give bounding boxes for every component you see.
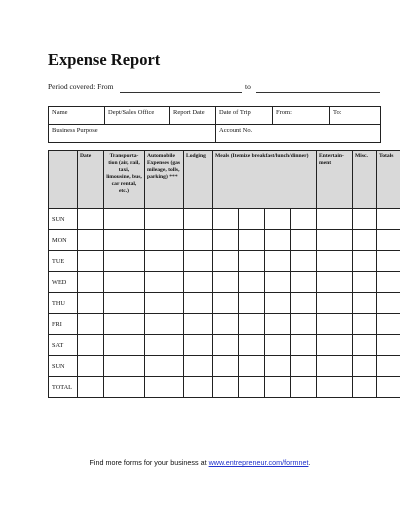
expense-cell[interactable]: [353, 314, 377, 335]
table-row: [49, 230, 400, 251]
expense-cell[interactable]: [291, 356, 317, 377]
date-of-trip-field[interactable]: [216, 107, 273, 125]
expense-cell[interactable]: [291, 209, 317, 230]
expense-cell[interactable]: [353, 293, 377, 314]
expense-cell[interactable]: [78, 209, 104, 230]
expense-cell[interactable]: [265, 377, 291, 398]
dept-label: Dept/Sales Office: [108, 109, 155, 116]
expense-cell[interactable]: [78, 314, 104, 335]
expense-cell[interactable]: [213, 230, 239, 251]
expense-cell[interactable]: [317, 230, 353, 251]
expense-cell[interactable]: [239, 251, 265, 272]
row-label: SUN: [49, 209, 78, 230]
footer: [0, 458, 400, 467]
expense-cell[interactable]: [184, 314, 213, 335]
expense-cell[interactable]: [104, 251, 145, 272]
expense-cell[interactable]: [104, 377, 145, 398]
expense-cell[interactable]: [265, 356, 291, 377]
table-row: [49, 293, 400, 314]
period-from-field[interactable]: [120, 92, 242, 93]
table-row: [49, 251, 400, 272]
expense-cell[interactable]: [145, 377, 184, 398]
from-field[interactable]: [273, 107, 330, 125]
row-label: SUN: [49, 356, 78, 377]
page-title: Expense Report: [48, 50, 161, 69]
totals-header: Totals: [377, 151, 400, 209]
lodging-header: Lodging: [184, 151, 213, 209]
expense-cell[interactable]: [184, 356, 213, 377]
expense-cell[interactable]: [145, 356, 184, 377]
expense-cell[interactable]: [78, 230, 104, 251]
expense-cell[interactable]: [145, 335, 184, 356]
misc-header: Misc.: [353, 151, 377, 209]
expense-cell[interactable]: [184, 209, 213, 230]
expense-cell[interactable]: [213, 251, 239, 272]
row-label: TUE: [49, 251, 78, 272]
expense-cell[interactable]: [145, 314, 184, 335]
expense-cell[interactable]: [213, 209, 239, 230]
expense-cell[interactable]: [291, 251, 317, 272]
expense-cell[interactable]: [291, 314, 317, 335]
expense-cell[interactable]: [239, 377, 265, 398]
expense-cell[interactable]: [78, 335, 104, 356]
expense-cell[interactable]: [265, 230, 291, 251]
date-header: Date: [78, 151, 104, 209]
to-label: To:: [333, 109, 342, 116]
report-date-label: Report Date: [173, 109, 205, 116]
expense-cell[interactable]: [353, 356, 377, 377]
expense-cell[interactable]: [213, 377, 239, 398]
table-header-row: [49, 151, 400, 209]
expense-cell[interactable]: [377, 377, 400, 398]
expense-cell[interactable]: [291, 335, 317, 356]
footer-suffix: .: [308, 458, 311, 467]
expense-cell[interactable]: [213, 335, 239, 356]
expense-cell[interactable]: [377, 314, 400, 335]
expense-cell[interactable]: [239, 293, 265, 314]
entrepreneur-link[interactable]: www.entrepreneur.com/formnet: [208, 458, 309, 467]
expense-cell[interactable]: [104, 335, 145, 356]
expense-cell[interactable]: [377, 335, 400, 356]
expense-cell[interactable]: [104, 209, 145, 230]
expense-cell[interactable]: [145, 230, 184, 251]
expense-cell[interactable]: [104, 272, 145, 293]
period-from-label: Period covered: From: [48, 82, 114, 91]
table-row: [49, 272, 400, 293]
row-label: SAT: [49, 335, 78, 356]
expense-cell[interactable]: [317, 314, 353, 335]
expense-cell[interactable]: [353, 377, 377, 398]
expense-cell[interactable]: [78, 272, 104, 293]
expense-cell[interactable]: [239, 230, 265, 251]
expense-cell[interactable]: [377, 293, 400, 314]
row-label: TOTAL: [49, 377, 78, 398]
expense-cell[interactable]: [265, 314, 291, 335]
business-purpose-field[interactable]: [49, 125, 216, 143]
expense-cell[interactable]: [239, 272, 265, 293]
row-label: WED: [49, 272, 78, 293]
expense-cell[interactable]: [265, 272, 291, 293]
account-no-field[interactable]: [216, 125, 381, 143]
expense-cell[interactable]: [239, 335, 265, 356]
expense-table: [48, 150, 400, 398]
expense-cell[interactable]: [265, 251, 291, 272]
expense-cell[interactable]: [184, 230, 213, 251]
expense-cell[interactable]: [317, 209, 353, 230]
expense-cell[interactable]: [353, 272, 377, 293]
expense-cell[interactable]: [145, 293, 184, 314]
expense-cell[interactable]: [213, 293, 239, 314]
expense-cell[interactable]: [239, 209, 265, 230]
expense-cell[interactable]: [377, 356, 400, 377]
expense-cell[interactable]: [184, 272, 213, 293]
date-of-trip-label: Date of Trip: [219, 109, 251, 116]
expense-cell[interactable]: [317, 335, 353, 356]
expense-cell[interactable]: [353, 335, 377, 356]
expense-cell[interactable]: [145, 251, 184, 272]
expense-cell[interactable]: [145, 209, 184, 230]
expense-cell[interactable]: [317, 293, 353, 314]
expense-cell[interactable]: [184, 293, 213, 314]
expense-cell[interactable]: [353, 230, 377, 251]
expense-cell[interactable]: [353, 251, 377, 272]
table-row: [49, 356, 400, 377]
automobile-header: Automobile Expenses (gas mileage, tolls, parking) ***: [145, 151, 184, 209]
expense-cell[interactable]: [317, 251, 353, 272]
account-no-label: Account No.: [219, 127, 253, 134]
expense-cell[interactable]: [184, 251, 213, 272]
expense-cell[interactable]: [239, 356, 265, 377]
expense-cell[interactable]: [104, 314, 145, 335]
expense-cell[interactable]: [317, 356, 353, 377]
name-field[interactable]: [49, 107, 105, 125]
expense-cell[interactable]: [104, 356, 145, 377]
period-covered: [48, 82, 380, 96]
from-label: From:: [276, 109, 292, 116]
expense-cell[interactable]: [104, 293, 145, 314]
expense-cell[interactable]: [145, 272, 184, 293]
footer-text: Find more forms for your business at: [89, 458, 209, 467]
expense-cell[interactable]: [317, 272, 353, 293]
trip-info-table: [48, 106, 381, 143]
table-row: [49, 377, 400, 398]
expense-cell[interactable]: [213, 272, 239, 293]
expense-cell[interactable]: [317, 377, 353, 398]
expense-cell[interactable]: [239, 314, 265, 335]
meals-header: Meals (Itemize breakfast/lunch/dinner): [213, 151, 317, 209]
row-label: THU: [49, 293, 78, 314]
expense-cell[interactable]: [104, 230, 145, 251]
report-date-field[interactable]: [170, 107, 216, 125]
expense-cell[interactable]: [265, 293, 291, 314]
table-row: [49, 314, 400, 335]
entertainment-header: Entertain-ment: [317, 151, 353, 209]
expense-cell[interactable]: [291, 230, 317, 251]
expense-cell[interactable]: [78, 356, 104, 377]
expense-cell[interactable]: [265, 335, 291, 356]
row-label: FRI: [49, 314, 78, 335]
expense-cell[interactable]: [291, 377, 317, 398]
expense-cell[interactable]: [377, 209, 400, 230]
expense-cell[interactable]: [353, 209, 377, 230]
period-to-field[interactable]: [256, 92, 380, 93]
expense-cell[interactable]: [78, 251, 104, 272]
expense-cell[interactable]: [213, 314, 239, 335]
transportation-header: Transporta-tion (air, rail, taxi, limousine, bus, car rental, etc.): [104, 151, 145, 209]
name-label: Name: [52, 109, 68, 116]
expense-cell[interactable]: [213, 356, 239, 377]
period-to-label: to: [245, 82, 251, 91]
dept-field[interactable]: [105, 107, 170, 125]
expense-cell[interactable]: [377, 230, 400, 251]
row-label: MON: [49, 230, 78, 251]
day-header: [49, 151, 78, 209]
business-purpose-label: Business Purpose: [52, 127, 98, 134]
expense-cell[interactable]: [265, 209, 291, 230]
expense-cell[interactable]: [184, 377, 213, 398]
table-row: [49, 209, 400, 230]
expense-cell[interactable]: [377, 251, 400, 272]
expense-cell[interactable]: [291, 272, 317, 293]
table-row: [49, 335, 400, 356]
expense-cell[interactable]: [184, 335, 213, 356]
to-field[interactable]: [330, 107, 381, 125]
expense-cell[interactable]: [78, 377, 104, 398]
expense-cell[interactable]: [377, 272, 400, 293]
expense-cell[interactable]: [78, 293, 104, 314]
expense-cell[interactable]: [291, 293, 317, 314]
